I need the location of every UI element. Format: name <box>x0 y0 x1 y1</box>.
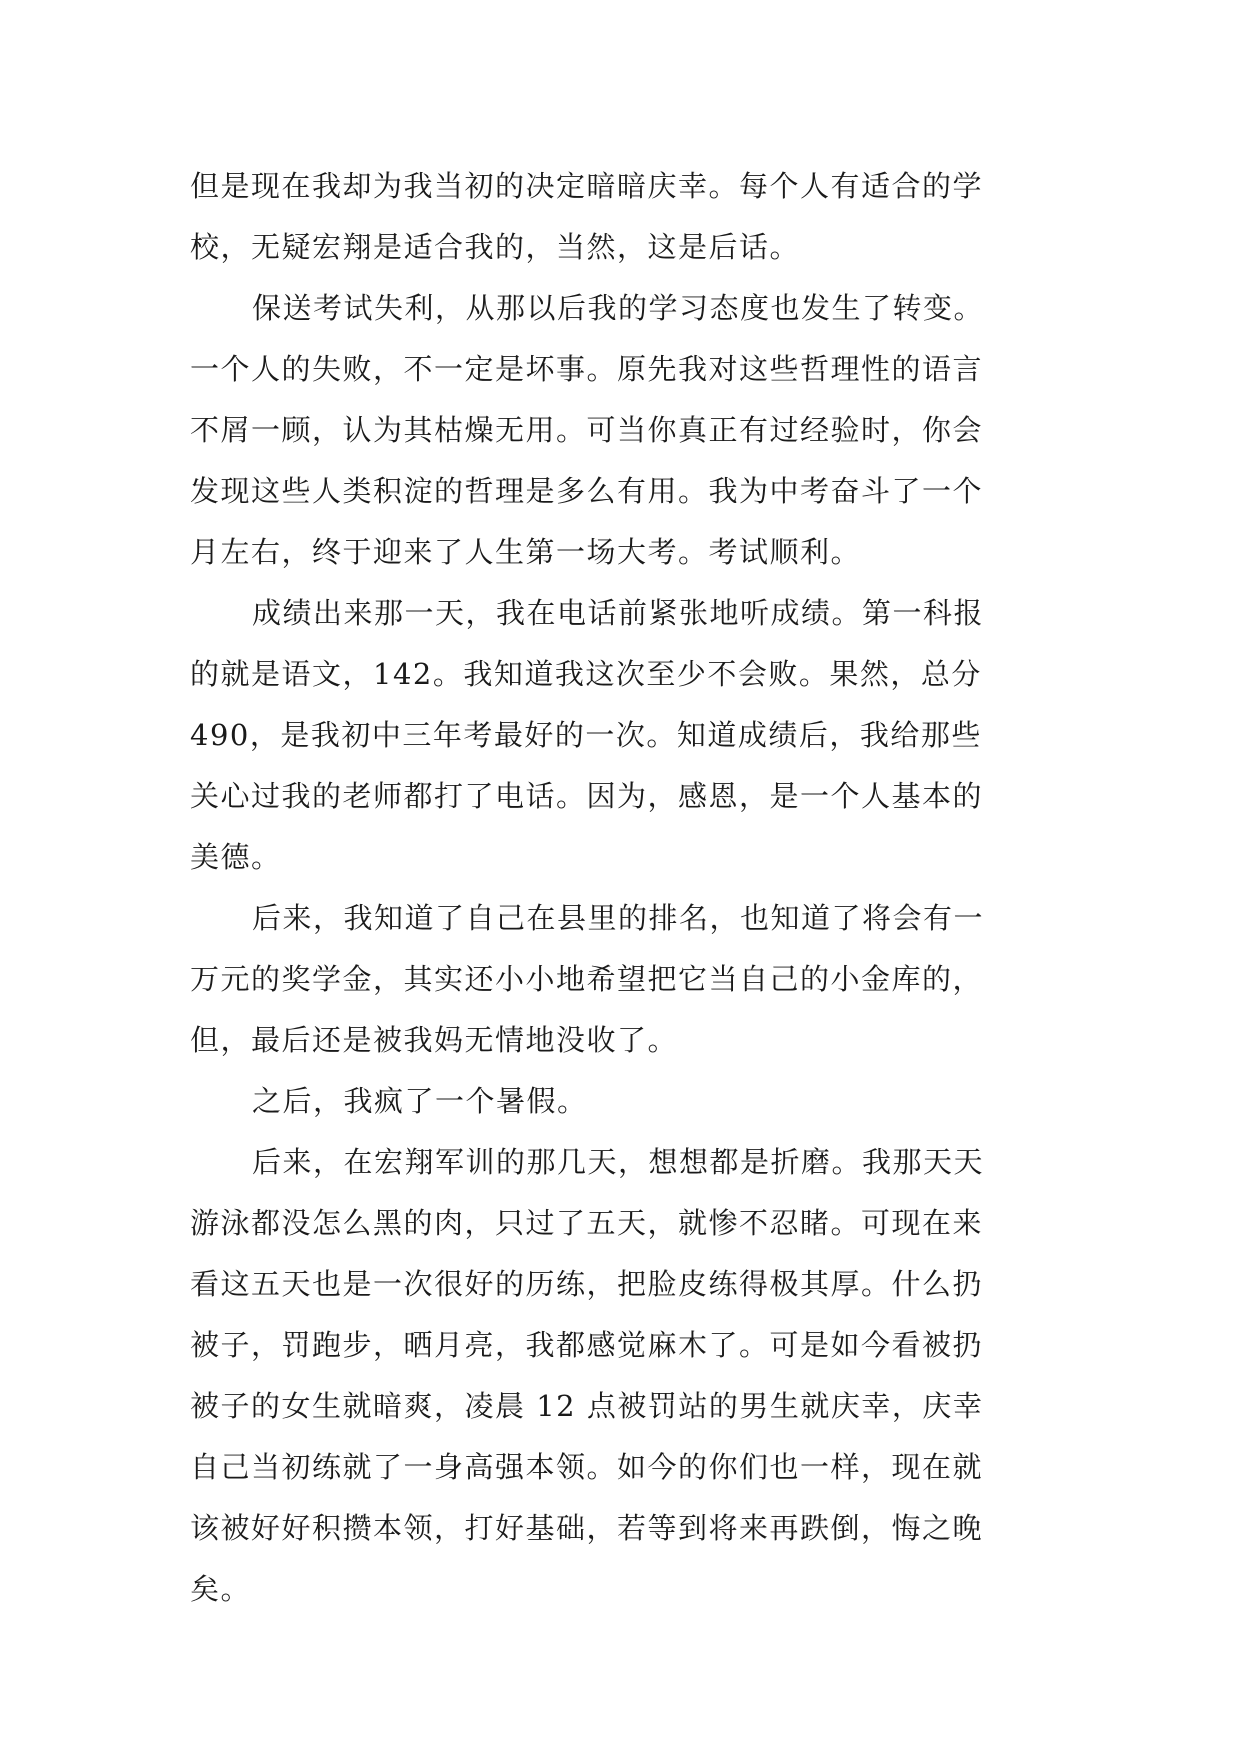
text-line: 被子的女生就暗爽，凌晨 12 点被罚站的男生就庆幸，庆幸 <box>190 1389 984 1423</box>
text-line: 不屑一顾，认为其枯燥无用。可当你真正有过经验时，你会 <box>190 413 984 447</box>
text-line: 后来，在宏翔军训的那几天，想想都是折磨。我那天天 <box>252 1145 985 1179</box>
text-line: 矣。 <box>190 1572 252 1606</box>
text-line: 美德。 <box>190 840 282 874</box>
text-line: 490，是我初中三年考最好的一次。知道成绩后，我给那些 <box>190 718 982 752</box>
text-line: 月左右，终于迎来了人生第一场大考。考试顺利。 <box>190 535 862 569</box>
text-line: 的就是语文，142。我知道我这次至少不会败。果然，总分 <box>190 657 982 691</box>
text-line: 之后，我疯了一个暑假。 <box>252 1084 588 1118</box>
text-line: 万元的奖学金，其实还小小地希望把它当自己的小金库的， <box>190 962 984 996</box>
text-line: 保送考试失利，从那以后我的学习态度也发生了转变。 <box>252 291 985 325</box>
text-line: 关心过我的老师都打了电话。因为，感恩，是一个人基本的 <box>190 779 984 813</box>
text-line: 校，无疑宏翔是适合我的，当然，这是后话。 <box>190 230 801 264</box>
text-line: 后来，我知道了自己在县里的排名，也知道了将会有一 <box>252 901 985 935</box>
text-line: 一个人的失败，不一定是坏事。原先我对这些哲理性的语言 <box>190 352 984 386</box>
text-line: 发现这些人类积淀的哲理是多么有用。我为中考奋斗了一个 <box>190 474 984 508</box>
text-line: 但是现在我却为我当初的决定暗暗庆幸。每个人有适合的学 <box>190 169 984 203</box>
text-line: 但，最后还是被我妈无情地没收了。 <box>190 1023 679 1057</box>
text-line: 自己当初练就了一身高强本领。如今的你们也一样，现在就 <box>190 1450 984 1484</box>
document-body <box>190 156 1050 1620</box>
text-line: 成绩出来那一天，我在电话前紧张地听成绩。第一科报 <box>252 596 985 630</box>
text-line: 游泳都没怎么黑的肉，只过了五天，就惨不忍睹。可现在来 <box>190 1206 984 1240</box>
text-line: 看这五天也是一次很好的历练，把脸皮练得极其厚。什么扔 <box>190 1267 984 1301</box>
text-line: 该被好好积攒本领，打好基础，若等到将来再跌倒，悔之晚 <box>190 1511 984 1545</box>
text-line: 被子，罚跑步，晒月亮，我都感觉麻木了。可是如今看被扔 <box>190 1328 984 1362</box>
